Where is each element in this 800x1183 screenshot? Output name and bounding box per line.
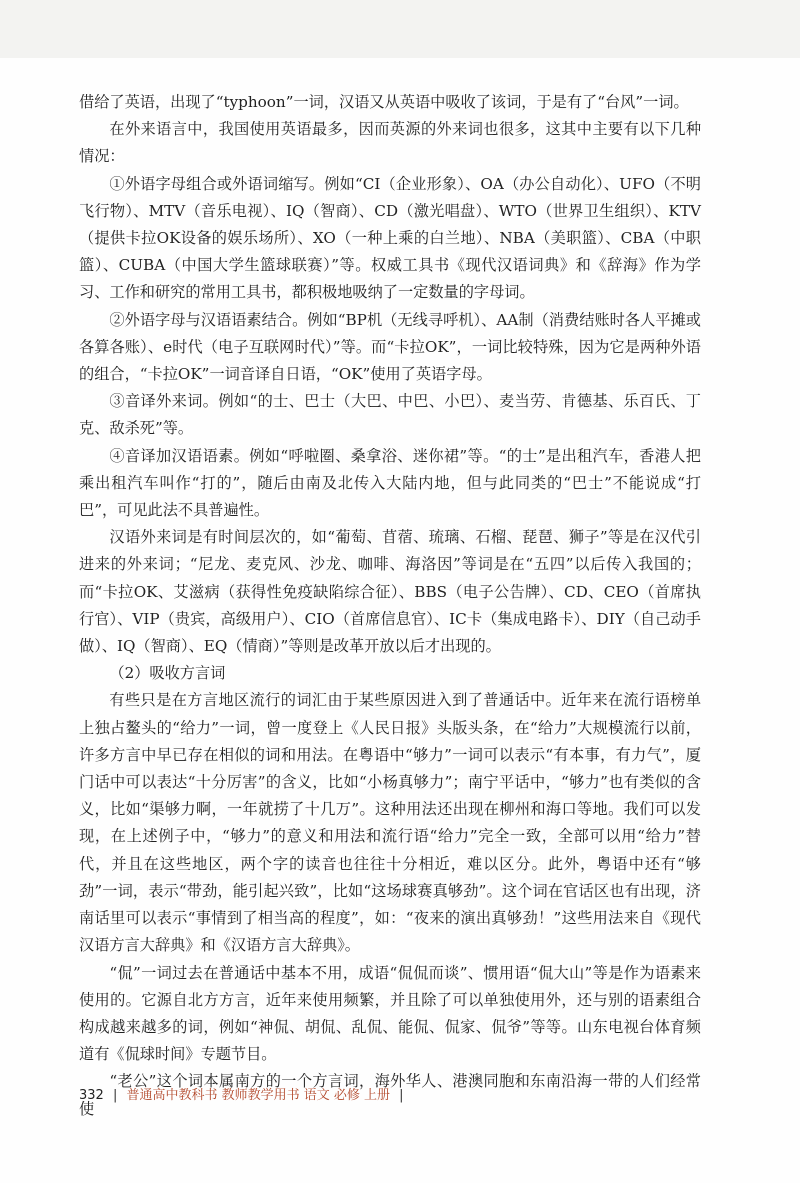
page-footer: [79, 1084, 409, 1103]
paragraph-4: ②外语字母与汉语语素结合。例如“BP机（无线寻呼机）、AA制（消费结账时各人平摊或各算各账）、e时代（电子互联网时代）”等。而“卡拉OK”，一词比较特殊，因为它是两种外语的组合，“卡拉OK”一词音译自日语，“OK”使用了英语字母。: [79, 310, 701, 384]
paragraph-7: 汉语外来词是有时间层次的，如“葡萄、苜蓿、琉璃、石榴、琵琶、狮子”等是在汉代引进来的外来词；“尼龙、麦克风、沙龙、咖啡、海洛因”等词是在“五四”以后传入我国的；而“卡拉OK、艾滋病（获得性免疫缺陷综合征）、BBS（电子公告牌）、CD、CEO（首席执行官）、VIP（贵宾，高级用户）、CIO（首席信息官）、IC卡（集成电路卡）、DIY（自己动手做）、IQ（智商）、EQ（情商）”等则是改革开放以后才出现的。: [79, 528, 701, 656]
paragraph-6: ④音译加汉语语素。例如“呼啦圈、桑拿浴、迷你裙”等。“的士”是出租汽车，香港人把乘出租汽车叫作“打的”，随后由南及北传入大陆内地，但与此同类的“巴士”不能说成“打巴”，可见此法不具普遍性。: [79, 446, 701, 520]
paragraph-1: 借给了英语，出现了“typhoon”一词，汉语又从英语中吸收了该词，于是有了“台风”一词。: [79, 93, 689, 111]
paragraph-10: “侃”一词过去在普通话中基本不用，成语“侃侃而谈”、惯用语“侃大山”等是作为语素来使用的。它源自北方方言，近年来使用频繁，并且除了可以单独使用外，还与别的语素组合构成越来越多的词，例如“神侃、胡侃、乱侃、能侃、侃家、侃爷”等等。山东电视台体育频道有《侃球时间》专题节目。: [79, 963, 701, 1064]
paragraph-3: ①外语字母组合或外语词缩写。例如“CI（企业形象）、OA（办公自动化）、UFO（不明飞行物）、MTV（音乐电视）、IQ（智商）、CD（激光唱盘）、WTO（世界卫生组织）、KTV（提供卡拉OK设备的娱乐场所）、XO（一种上乘的白兰地）、NBA（美职篮）、CBA（中职篮）、CUBA（中国大学生篮球联赛）”等。权威工具书《现代汉语词典》和《辞海》作为学习、工作和研究的常用工具书，都积极地吸纳了一定数量的字母词。: [79, 174, 701, 302]
paragraph-11: “老公”这个词本属南方的一个方言词，海外华人、港澳同胞和东南沿海一带的人们经常使: [79, 1072, 701, 1118]
book-title: 普通高中教科书 教师教学用书 语文 必修 上册: [126, 1088, 391, 1103]
section-heading: （2）吸收方言词: [109, 664, 226, 683]
paragraph-9: 有些只是在方言地区流行的词汇由于某些原因进入到了普通话中。近年来在流行语榜单上独占鳌头的“给力”一词，曾一度登上《人民日报》头版头条，在“给力”大规模流行以前，许多方言中早已存在相似的词和用法。在粤语中“够力”一词可以表示“有本事，有力气”，厦门话中可以表达“十分厉害”的含义，比如“小杨真够力”；南宁平话中，“够力”也有类似的含义，比如“渠够力啊，一年就捞了十几万”。这种用法还出现在柳州和海口等地。我们可以发现，在上述例子中，“够力”的意义和用法和流行语“给力”完全一致，全部可以用“给力”替代，并且在这些地区，两个字的读音也往往十分相近，难以区分。此外，粤语中还有“够劲”一词，表示“带劲，能引起兴致”，比如“这场球赛真够劲”。这个词在官话区也有出现，济南话里可以表示“事情到了相当高的程度”，如：“夜来的演出真够劲！”这些用法来自《现代汉语方言大辞典》和《汉语方言大辞典》。: [79, 691, 701, 955]
page-number: 332: [79, 1088, 104, 1103]
scan-top-margin: [0, 0, 800, 58]
footer-separator: |: [112, 1088, 118, 1103]
body-text: [79, 89, 701, 1123]
paragraph-5: ③音译外来词。例如“的士、巴士（大巴、中巴、小巴）、麦当劳、肯德基、乐百氏、丁克、敌杀死”等。: [79, 392, 701, 438]
paragraph-2: 在外来语言中，我国使用英语最多，因而英源的外来词也很多，这其中主要有以下几种情况：: [79, 120, 701, 166]
footer-end-separator: |: [399, 1088, 404, 1103]
